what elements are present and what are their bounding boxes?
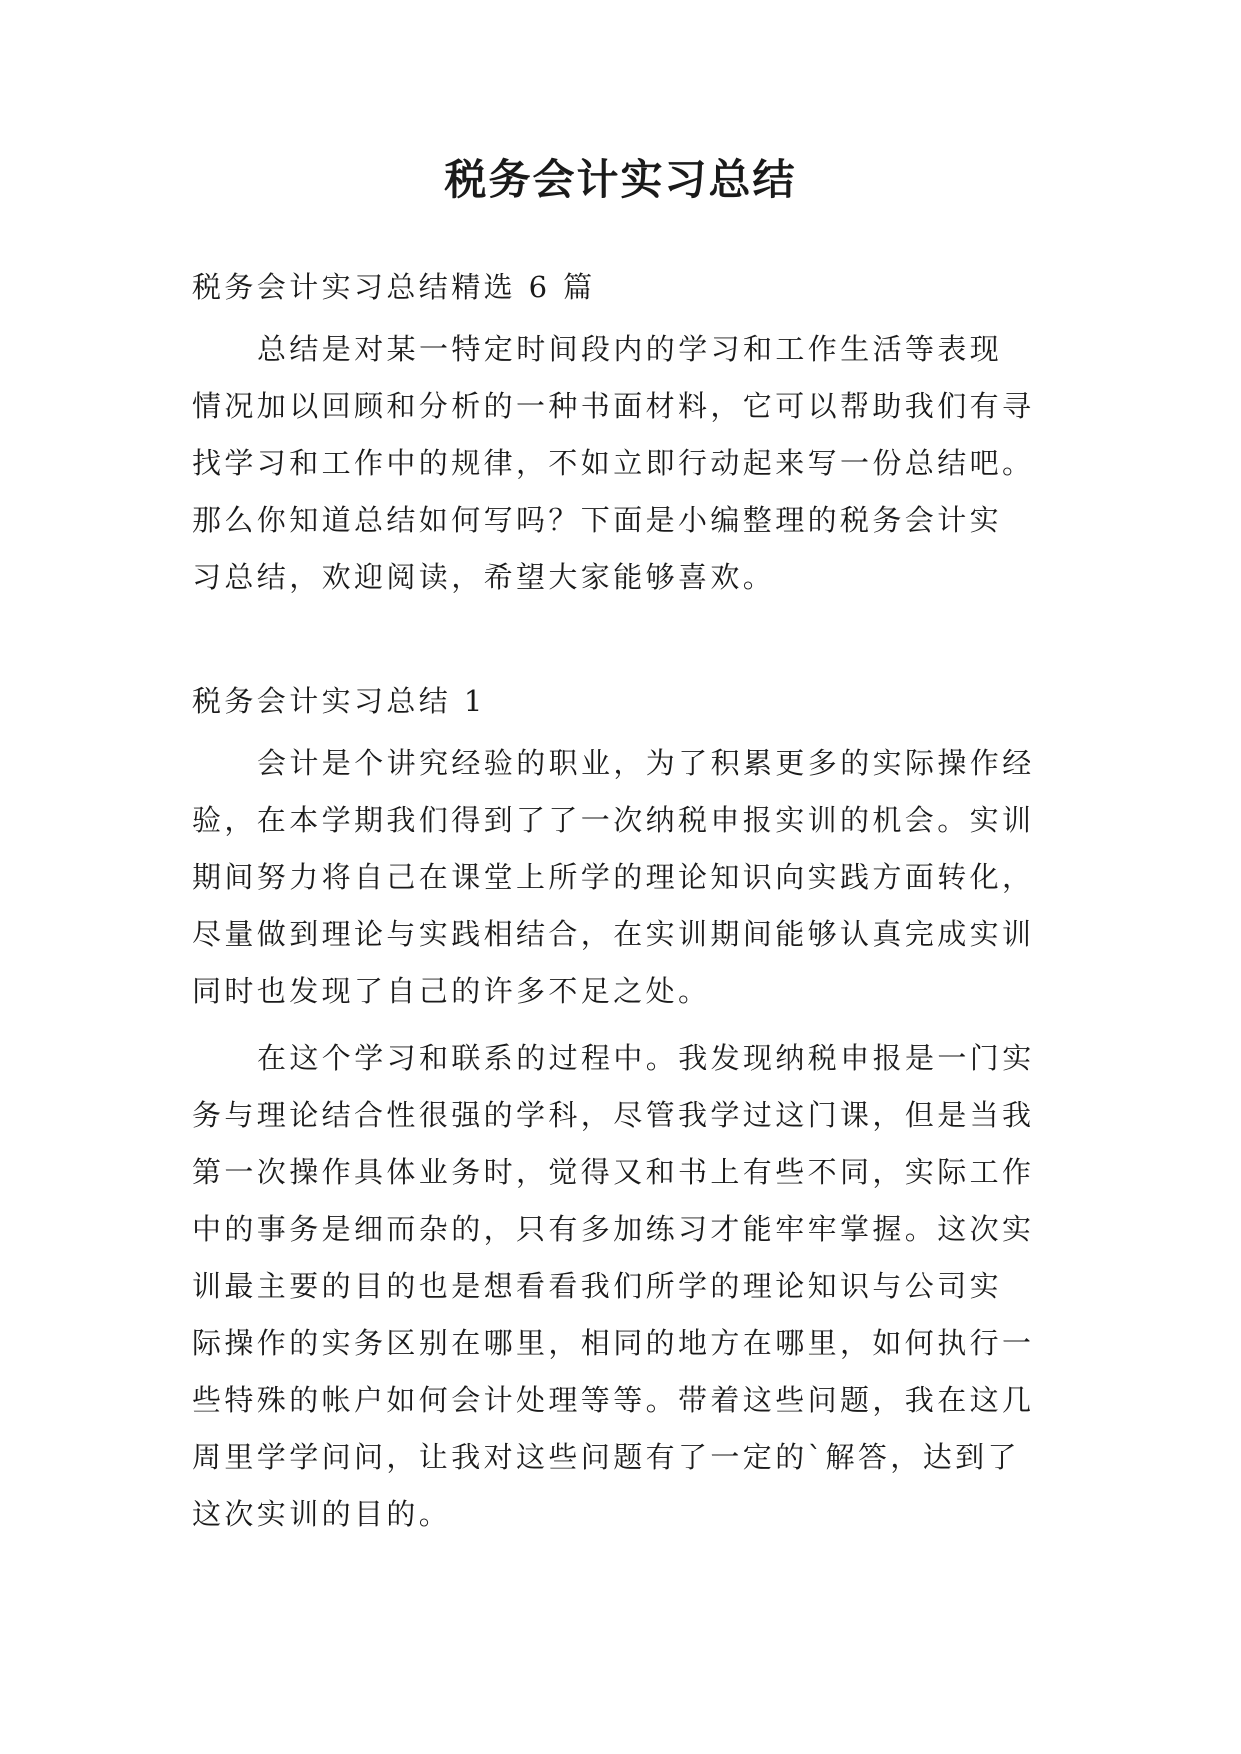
paragraph-line: 第一次操作具体业务时，觉得又和书上有些不同，实际工作	[192, 1155, 1035, 1189]
paragraph-line: 尽量做到理论与实践相结合，在实训期间能够认真完成实训	[192, 917, 1035, 951]
paragraph-line: 期间努力将自己在课堂上所学的理论知识向实践方面转化，	[192, 860, 1035, 894]
paragraph-line: 中的事务是细而杂的，只有多加练习才能牢牢掌握。这次实	[192, 1212, 1035, 1246]
paragraph-line: 这次实训的目的。	[192, 1497, 452, 1531]
paragraph-line: 训最主要的目的也是想看看我们所学的理论知识与公司实	[192, 1269, 1003, 1303]
document-title: 税务会计实习总结	[444, 155, 797, 204]
intro-line: 总结是对某一特定时间段内的学习和工作生活等表现	[257, 332, 1003, 366]
paragraph-line: 会计是个讲究经验的职业，为了积累更多的实际操作经	[257, 746, 1035, 780]
paragraph-line: 些特殊的帐户如何会计处理等等。带着这些问题，我在这几	[192, 1383, 1035, 1417]
intro-line: 找学习和工作中的规律，不如立即行动起来写一份总结吧。	[192, 446, 1035, 480]
paragraph-line: 在这个学习和联系的过程中。我发现纳税申报是一门实	[257, 1041, 1035, 1075]
paragraph-line: 务与理论结合性很强的学科，尽管我学过这门课，但是当我	[192, 1098, 1035, 1132]
section-heading: 税务会计实习总结 1	[192, 684, 486, 718]
intro-line: 情况加以回顾和分析的一种书面材料，它可以帮助我们有寻	[192, 389, 1035, 423]
paragraph-line: 周里学学问问，让我对这些问题有了一定的`解答，达到了	[192, 1440, 1020, 1474]
paragraph-line: 同时也发现了自己的许多不足之处。	[192, 974, 711, 1008]
subtitle: 税务会计实习总结精选 6 篇	[192, 270, 596, 304]
intro-line: 那么你知道总结如何写吗？下面是小编整理的税务会计实	[192, 503, 1003, 537]
paragraph-line: 验，在本学期我们得到了了一次纳税申报实训的机会。实训	[192, 803, 1035, 837]
intro-line: 习总结，欢迎阅读，希望大家能够喜欢。	[192, 560, 776, 594]
paragraph-line: 际操作的实务区别在哪里，相同的地方在哪里，如何执行一	[192, 1326, 1035, 1360]
